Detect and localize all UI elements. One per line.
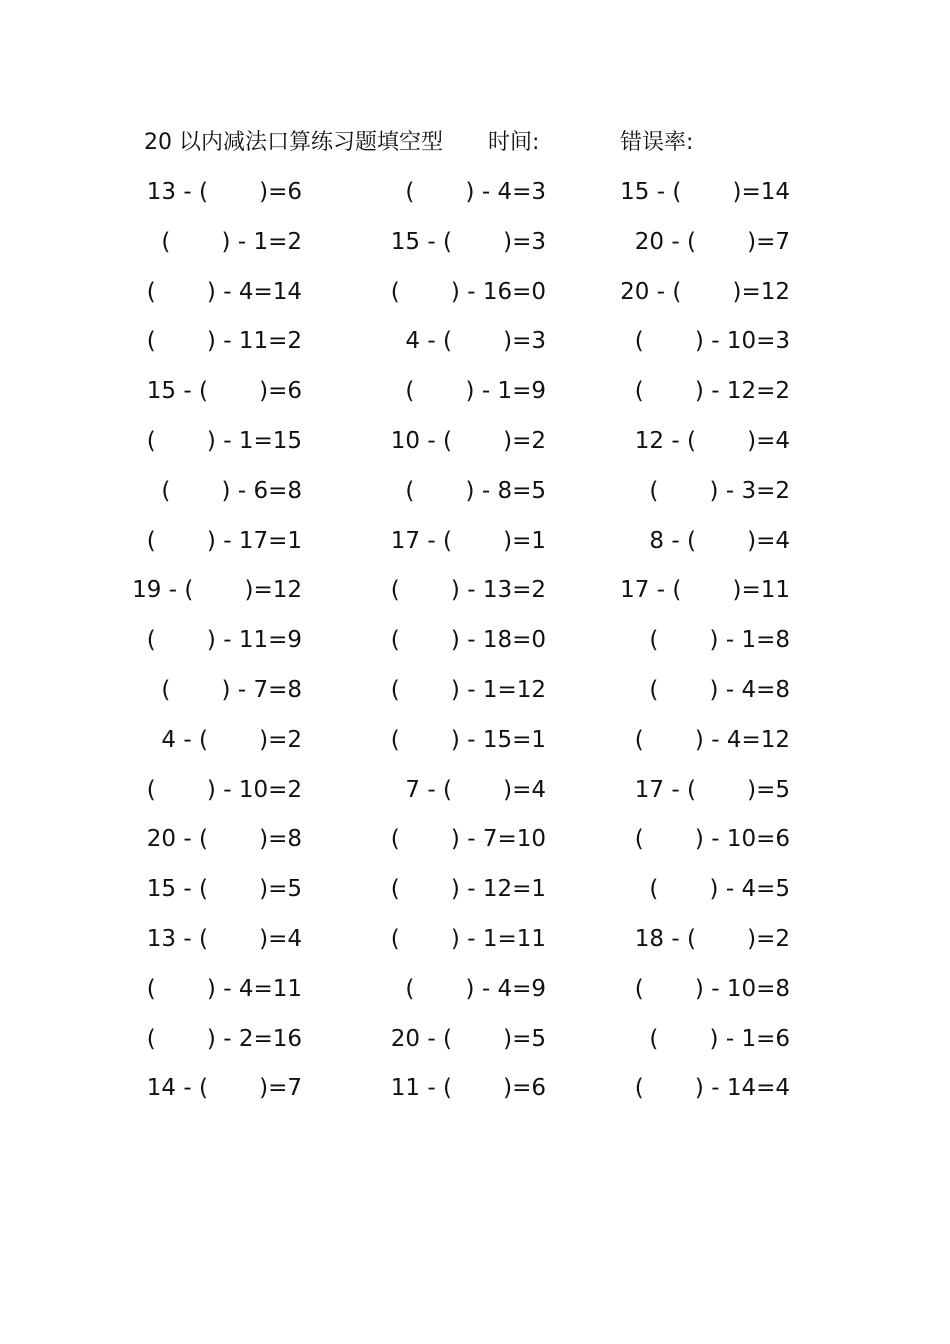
- problem-item: 10 - ( )=2: [390, 427, 546, 454]
- problem-item: 13 - ( )=4: [146, 925, 302, 952]
- problem-item: 15 - ( )=5: [146, 876, 302, 903]
- error-rate-label: 错误率:: [620, 130, 694, 155]
- problem-item: ( ) - 11=9: [146, 627, 302, 654]
- problem-item: 15 - ( )=14: [620, 179, 790, 205]
- problem-item: ( ) - 1=6: [649, 1025, 790, 1052]
- problem-item: 15 - ( )=6: [146, 378, 302, 405]
- problem-item: ( ) - 18=0: [390, 627, 546, 654]
- problem-row: [0, 474, 950, 524]
- problem-item: ( ) - 1=2: [161, 228, 302, 255]
- problem-row: [0, 573, 950, 623]
- worksheet-header: [144, 126, 764, 160]
- problem-row: [0, 773, 950, 823]
- problem-item: ( ) - 2=16: [146, 1025, 302, 1052]
- problem-item: ( ) - 17=1: [146, 527, 302, 554]
- problem-item: 20 - ( )=12: [620, 278, 790, 305]
- problem-item: ( ) - 4=14: [146, 278, 302, 305]
- problem-row: [0, 225, 950, 275]
- problem-row: [0, 872, 950, 922]
- problem-item: ( ) - 7=8: [161, 676, 302, 703]
- problem-item: ( ) - 4=5: [649, 876, 790, 903]
- problem-item: ( ) - 10=6: [634, 826, 790, 853]
- problem-item: ( ) - 15=1: [390, 726, 546, 753]
- problem-item: 14 - ( )=7: [146, 1075, 302, 1102]
- problem-item: 11 - ( )=6: [390, 1075, 546, 1102]
- problem-item: 18 - ( )=2: [634, 925, 790, 952]
- problem-item: ( ) - 14=4: [634, 1075, 790, 1102]
- problem-row: [0, 324, 950, 374]
- problem-item: ( ) - 10=3: [634, 328, 790, 355]
- worksheet-title: 20 以内减法口算练习题填空型: [144, 130, 443, 155]
- problem-item: 13 - ( )=6: [146, 179, 302, 205]
- problem-item: 7 - ( )=4: [405, 776, 546, 803]
- problem-row: [0, 374, 950, 424]
- problem-item: ( ) - 4=8: [649, 676, 790, 703]
- problem-item: ( ) - 7=10: [390, 826, 546, 853]
- problem-item: ( ) - 4=11: [146, 975, 302, 1002]
- problem-item: 17 - ( )=11: [620, 577, 790, 604]
- problem-row: [0, 623, 950, 673]
- problem-row: [0, 922, 950, 972]
- problem-grid: [0, 175, 950, 1121]
- problem-item: ( ) - 1=9: [405, 378, 546, 405]
- problem-item: ( ) - 8=5: [405, 477, 546, 504]
- problem-item: ( ) - 1=15: [146, 427, 302, 454]
- problem-item: ( ) - 10=8: [634, 975, 790, 1002]
- problem-row: [0, 424, 950, 474]
- problem-item: ( ) - 4=12: [634, 726, 790, 753]
- problem-row: [0, 1022, 950, 1072]
- problem-row: [0, 275, 950, 325]
- problem-item: ( ) - 4=3: [405, 179, 546, 205]
- problem-item: ( ) - 3=2: [649, 477, 790, 504]
- problem-item: 8 - ( )=4: [649, 527, 790, 554]
- problem-item: ( ) - 1=8: [649, 627, 790, 654]
- problem-row: [0, 175, 950, 225]
- problem-item: 12 - ( )=4: [634, 427, 790, 454]
- problem-item: 20 - ( )=8: [146, 826, 302, 853]
- problem-item: 4 - ( )=3: [405, 328, 546, 355]
- problem-item: ( ) - 4=9: [405, 975, 546, 1002]
- problem-row: [0, 673, 950, 723]
- problem-item: 20 - ( )=7: [634, 228, 790, 255]
- problem-item: 20 - ( )=5: [390, 1025, 546, 1052]
- problem-item: ( ) - 12=2: [634, 378, 790, 405]
- problem-item: ( ) - 13=2: [390, 577, 546, 604]
- time-label: 时间:: [488, 130, 540, 155]
- problem-item: 15 - ( )=3: [390, 228, 546, 255]
- problem-row: [0, 822, 950, 872]
- problem-item: 19 - ( )=12: [132, 577, 302, 604]
- problem-row: [0, 723, 950, 773]
- problem-row: [0, 1071, 950, 1121]
- problem-item: 17 - ( )=5: [634, 776, 790, 803]
- problem-item: ( ) - 6=8: [161, 477, 302, 504]
- problem-row: [0, 972, 950, 1022]
- problem-item: ( ) - 10=2: [146, 776, 302, 803]
- problem-item: ( ) - 11=2: [146, 328, 302, 355]
- problem-item: ( ) - 16=0: [390, 278, 546, 305]
- problem-item: ( ) - 1=11: [390, 925, 546, 952]
- problem-item: ( ) - 1=12: [390, 676, 546, 703]
- problem-item: ( ) - 12=1: [390, 876, 546, 903]
- problem-row: [0, 524, 950, 574]
- problem-item: 17 - ( )=1: [390, 527, 546, 554]
- problem-item: 4 - ( )=2: [161, 726, 302, 753]
